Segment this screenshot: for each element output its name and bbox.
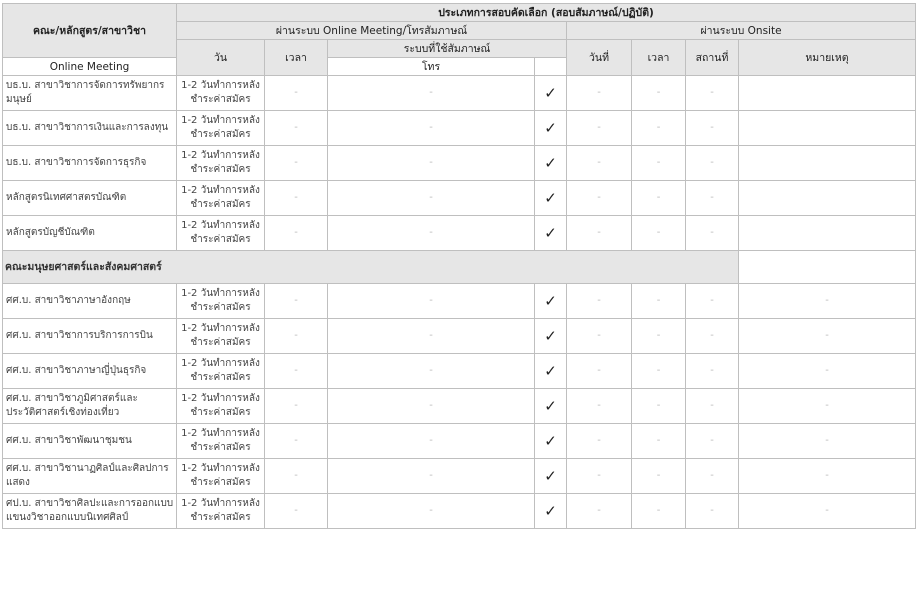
day-cell: 1-2 วันทำการหลังชำระค่าสมัคร [177,181,265,216]
phone-check-cell: ✓ [535,216,567,251]
table-row [3,389,916,424]
time-cell: - [265,76,328,111]
table-row [3,181,916,216]
onsite-time-cell: - [632,389,686,424]
onsite-time-cell: - [632,494,686,529]
remark-cell: - [739,389,916,424]
remark-cell: - [739,424,916,459]
section-remark-cell [739,251,916,284]
header-onsite-group: ผ่านระบบ Onsite [567,22,916,40]
section-title: คณะมนุษยศาสตร์และสังคมศาสตร์ [3,251,739,284]
place-cell: - [686,459,739,494]
online-meeting-cell: - [328,319,535,354]
phone-check-cell: ✓ [535,389,567,424]
time-cell: - [265,111,328,146]
phone-check-cell: ✓ [535,319,567,354]
online-meeting-cell: - [328,216,535,251]
program-cell: ศศ.บ. สาขาวิชานาฏศิลป์และศิลปการแสดง [3,459,177,494]
table-row [3,424,916,459]
day-cell: 1-2 วันทำการหลังชำระค่าสมัคร [177,424,265,459]
date-cell: - [567,424,632,459]
day-cell: 1-2 วันทำการหลังชำระค่าสมัคร [177,354,265,389]
phone-check-cell: ✓ [535,284,567,319]
place-cell: - [686,354,739,389]
place-cell: - [686,76,739,111]
day-cell: 1-2 วันทำการหลังชำระค่าสมัคร [177,146,265,181]
onsite-time-cell: - [632,424,686,459]
program-cell: หลักสูตรบัญชีบัณฑิต [3,216,177,251]
onsite-time-cell: - [632,216,686,251]
date-cell: - [567,216,632,251]
time-cell: - [265,181,328,216]
table-row [3,319,916,354]
time-cell: - [265,354,328,389]
place-cell: - [686,494,739,529]
header-program: คณะ/หลักสูตร/สาขาวิชา [3,4,177,58]
date-cell: - [567,319,632,354]
date-cell: - [567,389,632,424]
online-meeting-cell: - [328,146,535,181]
time-cell: - [265,494,328,529]
place-cell: - [686,389,739,424]
header-interview-system: ระบบที่ใช้สัมภาษณ์ [328,40,567,58]
time-cell: - [265,146,328,181]
remark-cell [739,146,916,181]
date-cell: - [567,181,632,216]
date-cell: - [567,146,632,181]
place-cell: - [686,216,739,251]
program-cell: ศศ.บ. สาขาวิชาการบริการการบิน [3,319,177,354]
program-cell: ศป.บ. สาขาวิชาศิลปะและการออกแบบ แขนงวิชาออกแบบนิเทศศิลป์ [3,494,177,529]
date-cell: - [567,111,632,146]
onsite-time-cell: - [632,146,686,181]
remark-cell: - [739,319,916,354]
header-selection-type: ประเภทการสอบคัดเลือก (สอบสัมภาษณ์/ปฏิบัติ) [177,4,916,22]
day-cell: 1-2 วันทำการหลังชำระค่าสมัคร [177,216,265,251]
phone-check-cell: ✓ [535,76,567,111]
phone-check-cell: ✓ [535,354,567,389]
time-cell: - [265,424,328,459]
program-cell: บธ.บ. สาขาวิชาการจัดการทรัพยากรมนุษย์ [3,76,177,111]
remark-cell: - [739,459,916,494]
section-row [3,251,916,284]
table-row [3,284,916,319]
date-cell: - [567,459,632,494]
header-remark: หมายเหตุ [739,40,916,76]
phone-check-cell: ✓ [535,181,567,216]
place-cell: - [686,424,739,459]
table-row [3,354,916,389]
online-meeting-cell: - [328,424,535,459]
day-cell: 1-2 วันทำการหลังชำระค่าสมัคร [177,111,265,146]
header-phone: โทร [328,58,535,76]
remark-cell [739,111,916,146]
time-cell: - [265,319,328,354]
header-onsite-time: เวลา [632,40,686,76]
onsite-time-cell: - [632,181,686,216]
remark-cell: - [739,284,916,319]
remark-cell [739,216,916,251]
phone-check-cell: ✓ [535,111,567,146]
online-meeting-cell: - [328,389,535,424]
online-meeting-cell: - [328,181,535,216]
onsite-time-cell: - [632,319,686,354]
day-cell: 1-2 วันทำการหลังชำระค่าสมัคร [177,459,265,494]
onsite-time-cell: - [632,354,686,389]
table-body [3,76,916,529]
time-cell: - [265,459,328,494]
phone-check-cell: ✓ [535,146,567,181]
online-meeting-cell: - [328,76,535,111]
header-date: วันที่ [567,40,632,76]
phone-check-cell: ✓ [535,494,567,529]
table-row [3,494,916,529]
place-cell: - [686,146,739,181]
header-online-group: ผ่านระบบ Online Meeting/โทรสัมภาษณ์ [177,22,567,40]
day-cell: 1-2 วันทำการหลังชำระค่าสมัคร [177,319,265,354]
table-row [3,146,916,181]
remark-cell [739,76,916,111]
program-cell: ศศ.บ. สาขาวิชาภาษาอังกฤษ [3,284,177,319]
program-cell: ศศ.บ. สาขาวิชาภูมิศาสตร์และประวัติศาสตร์เชิงท่องเที่ยว [3,389,177,424]
place-cell: - [686,319,739,354]
day-cell: 1-2 วันทำการหลังชำระค่าสมัคร [177,284,265,319]
header-place: สถานที่ [686,40,739,76]
phone-check-cell: ✓ [535,424,567,459]
place-cell: - [686,284,739,319]
online-meeting-cell: - [328,284,535,319]
day-cell: 1-2 วันทำการหลังชำระค่าสมัคร [177,389,265,424]
online-meeting-cell: - [328,354,535,389]
place-cell: - [686,111,739,146]
day-cell: 1-2 วันทำการหลังชำระค่าสมัคร [177,494,265,529]
online-meeting-cell: - [328,459,535,494]
header-online-meeting: Online Meeting [3,58,177,76]
program-cell: บธ.บ. สาขาวิชาการจัดการธุรกิจ [3,146,177,181]
date-cell: - [567,494,632,529]
table-row [3,216,916,251]
program-cell: ศศ.บ. สาขาวิชาพัฒนาชุมชน [3,424,177,459]
onsite-time-cell: - [632,459,686,494]
date-cell: - [567,284,632,319]
place-cell: - [686,181,739,216]
online-meeting-cell: - [328,494,535,529]
program-cell: ศศ.บ. สาขาวิชาภาษาญี่ปุ่นธุรกิจ [3,354,177,389]
header-day: วัน [177,40,265,76]
time-cell: - [265,389,328,424]
phone-check-cell: ✓ [535,459,567,494]
time-cell: - [265,216,328,251]
table-row [3,459,916,494]
onsite-time-cell: - [632,111,686,146]
program-cell: บธ.บ. สาขาวิชาการเงินและการลงทุน [3,111,177,146]
date-cell: - [567,354,632,389]
remark-cell: - [739,494,916,529]
remark-cell [739,181,916,216]
online-meeting-cell: - [328,111,535,146]
table-row [3,111,916,146]
time-cell: - [265,284,328,319]
remark-cell: - [739,354,916,389]
program-cell: หลักสูตรนิเทศศาสตรบัณฑิต [3,181,177,216]
day-cell: 1-2 วันทำการหลังชำระค่าสมัคร [177,76,265,111]
table-header [3,4,916,76]
onsite-time-cell: - [632,284,686,319]
header-time: เวลา [265,40,328,76]
table-row [3,76,916,111]
onsite-time-cell: - [632,76,686,111]
date-cell: - [567,76,632,111]
selection-schedule-table [2,3,916,529]
